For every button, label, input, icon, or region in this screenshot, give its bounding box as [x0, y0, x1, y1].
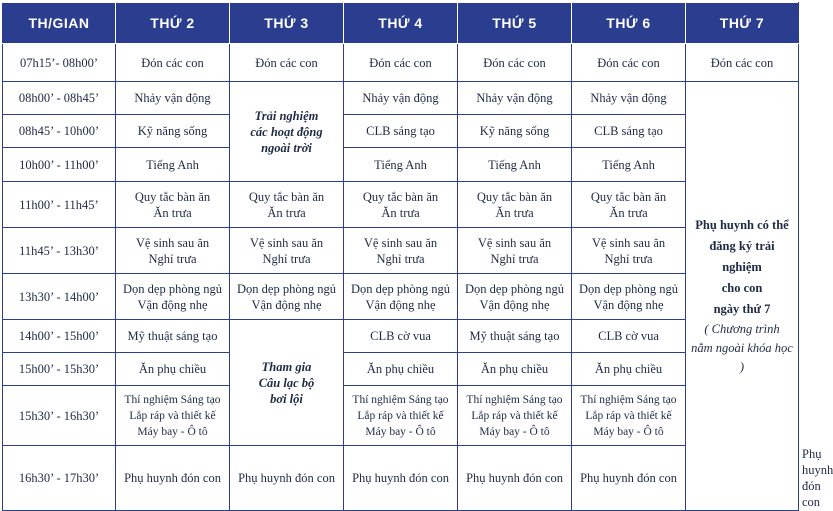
cell: CLB sáng tạo — [572, 115, 686, 148]
cell — [344, 274, 458, 320]
text-line: Ăn trưa — [495, 205, 534, 220]
cell: CLB sáng tạo — [344, 115, 458, 148]
cell: Nhảy vận động — [344, 82, 458, 115]
text-line: Vệ sinh sau ăn — [591, 235, 666, 250]
text-line: ngoài trời — [261, 140, 312, 155]
table-row — [3, 182, 799, 228]
cell: CLB cờ vua — [344, 320, 458, 353]
text-line: Ăn trưa — [267, 205, 306, 220]
cell: Kỹ năng sống — [458, 115, 572, 148]
cell — [116, 182, 230, 228]
text-line: Dọn dẹp phòng ngủ — [123, 281, 222, 296]
schedule-table — [2, 2, 833, 511]
cell — [572, 274, 686, 320]
cell: Nhảy vận động — [572, 82, 686, 115]
text-line: Quy tắc bàn ăn — [134, 189, 211, 204]
cell — [230, 182, 344, 228]
cell — [230, 228, 344, 274]
text-line: Vệ sinh sau ăn — [135, 235, 210, 250]
time-cell: 11h45’ - 13h30’ — [3, 228, 116, 274]
cell: Đón các con — [686, 44, 799, 82]
cell: Tiếng Anh — [116, 148, 230, 182]
header-tuesday: THỨ 3 — [230, 3, 344, 44]
text-line: Ăn trưa — [153, 205, 192, 220]
cell: Tiếng Anh — [572, 148, 686, 182]
text-line: Nghỉ trưa — [490, 251, 539, 266]
note-line: đăng ký trải nghiệm — [709, 239, 775, 274]
time-cell: 13h30’ - 14h00’ — [3, 274, 116, 320]
table-row — [3, 320, 799, 353]
cell — [116, 274, 230, 320]
cell: Phụ huynh đón con — [230, 446, 344, 511]
cell: Đón các con — [344, 44, 458, 82]
header-saturday: THỨ 7 — [686, 3, 799, 44]
cell: Tiếng Anh — [458, 148, 572, 182]
text-line: Thí nghiệm Sáng tạo — [466, 393, 563, 406]
table-row: 16h30’ - 17h30’ Phụ huynh đón con Phụ huynh đón con Phụ huynh đón con Phụ huynh đón con Phụ huynh đón con Phụ huynh đón con — [3, 446, 799, 511]
text-line: Vận động nhẹ — [365, 297, 436, 312]
table-row — [3, 148, 799, 182]
time-cell: 14h00’ - 15h00’ — [3, 320, 116, 353]
text-line: Trải nghiệm — [254, 108, 319, 123]
time-cell: 08h00’ - 08h45’ — [3, 82, 116, 115]
cell: Đón các con — [458, 44, 572, 82]
text-line: Dọn dẹp phòng ngủ — [579, 281, 678, 296]
text-line: Quy tắc bàn ăn — [248, 189, 325, 204]
cell — [344, 228, 458, 274]
text-line: Nghỉ trưa — [376, 251, 425, 266]
cell: Phụ huynh đón con — [344, 446, 458, 511]
text-line: Vận động nhẹ — [479, 297, 550, 312]
table-row — [3, 44, 799, 82]
text-line: Quy tắc bàn ăn — [476, 189, 553, 204]
time-cell: 10h00’ - 11h00’ — [3, 148, 116, 182]
text-line: Máy bay - Ô tô — [137, 425, 208, 438]
text-line: Vận động nhẹ — [593, 297, 664, 312]
text-line: Thí nghiệm Sáng tạo — [580, 393, 677, 406]
text-line: Dọn dẹp phòng ngủ — [237, 281, 336, 296]
text-line: Máy bay - Ô tô — [365, 425, 436, 438]
cell: Đón các con — [116, 44, 230, 82]
text-line: Quy tắc bàn ăn — [362, 189, 439, 204]
text-line: Vận động nhẹ — [137, 297, 208, 312]
header-wednesday: THỨ 4 — [344, 3, 458, 44]
text-line: Nghỉ trưa — [604, 251, 653, 266]
text-line: Lắp ráp và thiết kế — [129, 409, 216, 422]
header-row — [3, 3, 799, 44]
time-cell: 16h30’ - 17h30’ — [3, 446, 116, 511]
cell: CLB cờ vua — [572, 320, 686, 353]
time-cell: 08h45’ - 10h00’ — [3, 115, 116, 148]
cell: Ăn phụ chiều — [344, 353, 458, 386]
note-line: ( Chương trình — [704, 322, 780, 336]
cell: Phụ huynh đón con — [572, 446, 686, 511]
text-line: Quy tắc bàn ăn — [590, 189, 667, 204]
cell: Đón các con — [572, 44, 686, 82]
text-line: Ăn trưa — [609, 205, 648, 220]
cell — [458, 228, 572, 274]
note-line: ngày thứ 7 — [713, 302, 771, 316]
cell: Nhảy vận động — [458, 82, 572, 115]
cell: Đón các con — [230, 44, 344, 82]
text-line: bơi lội — [270, 391, 303, 406]
cell: Phụ huynh đón con — [458, 446, 572, 511]
time-cell: 11h00’ - 11h45’ — [3, 182, 116, 228]
text-line: Ăn trưa — [381, 205, 420, 220]
cell — [572, 182, 686, 228]
tuesday-outdoor-experience — [230, 82, 344, 182]
time-cell: 15h30’ - 16h30’ — [3, 386, 116, 446]
table-row — [3, 353, 799, 386]
cell — [458, 274, 572, 320]
text-line: Máy bay - Ô tô — [593, 425, 664, 438]
text-line: Nghỉ trưa — [262, 251, 311, 266]
time-cell: 07h15’- 08h00’ — [3, 44, 116, 82]
table-row — [3, 386, 799, 446]
cell: Ăn phụ chiều — [458, 353, 572, 386]
text-line: Lắp ráp và thiết kế — [585, 409, 672, 422]
tuesday-swimming-club — [230, 320, 344, 446]
cell: Ăn phụ chiều — [116, 353, 230, 386]
text-line: Vận động nhẹ — [251, 297, 322, 312]
cell: Mỹ thuật sáng tạo — [458, 320, 572, 353]
text-line: Thí nghiệm Sáng tạo — [124, 393, 221, 406]
cell: Tiếng Anh — [344, 148, 458, 182]
table-row — [3, 274, 799, 320]
cell — [230, 274, 344, 320]
cell — [116, 386, 230, 446]
text-line: Dọn dẹp phòng ngủ — [351, 281, 450, 296]
text-line: Tham gia — [261, 359, 312, 374]
note-line: Phụ huynh có thể — [695, 218, 789, 232]
cell — [344, 386, 458, 446]
cell: Nhảy vận động — [116, 82, 230, 115]
table-row — [3, 228, 799, 274]
text-line: các hoạt động — [250, 124, 323, 139]
text-line: Lắp ráp và thiết kế — [471, 409, 558, 422]
text-line: Nghỉ trưa — [148, 251, 197, 266]
text-line: Câu lạc bộ — [258, 375, 315, 390]
header-friday: THỨ 6 — [572, 3, 686, 44]
cell: Mỹ thuật sáng tạo — [116, 320, 230, 353]
text-line: Dọn dẹp phòng ngủ — [465, 281, 564, 296]
header-thursday: THỨ 5 — [458, 3, 572, 44]
cell — [458, 386, 572, 446]
text-line: Máy bay - Ô tô — [479, 425, 550, 438]
note-line: nằm ngoài khóa học ) — [691, 341, 793, 374]
header-monday: THỨ 2 — [116, 3, 230, 44]
cell — [458, 182, 572, 228]
saturday-note — [686, 82, 799, 511]
note-line: cho con — [721, 281, 763, 295]
cell — [344, 182, 458, 228]
cell — [116, 228, 230, 274]
cell: Ăn phụ chiều — [572, 353, 686, 386]
cell: Phụ huynh đón con — [116, 446, 230, 511]
text-line: Vệ sinh sau ăn — [363, 235, 438, 250]
header-time: TH/GIAN — [3, 3, 116, 44]
text-line: Lắp ráp và thiết kế — [357, 409, 444, 422]
text-line: Vệ sinh sau ăn — [249, 235, 324, 250]
cell — [572, 386, 686, 446]
cell: Kỹ năng sống — [116, 115, 230, 148]
text-line: Vệ sinh sau ăn — [477, 235, 552, 250]
table-row — [3, 115, 799, 148]
text-line: Thí nghiệm Sáng tạo — [352, 393, 449, 406]
time-cell: 15h00’ - 15h30’ — [3, 353, 116, 386]
table-row — [3, 82, 799, 115]
cell — [572, 228, 686, 274]
